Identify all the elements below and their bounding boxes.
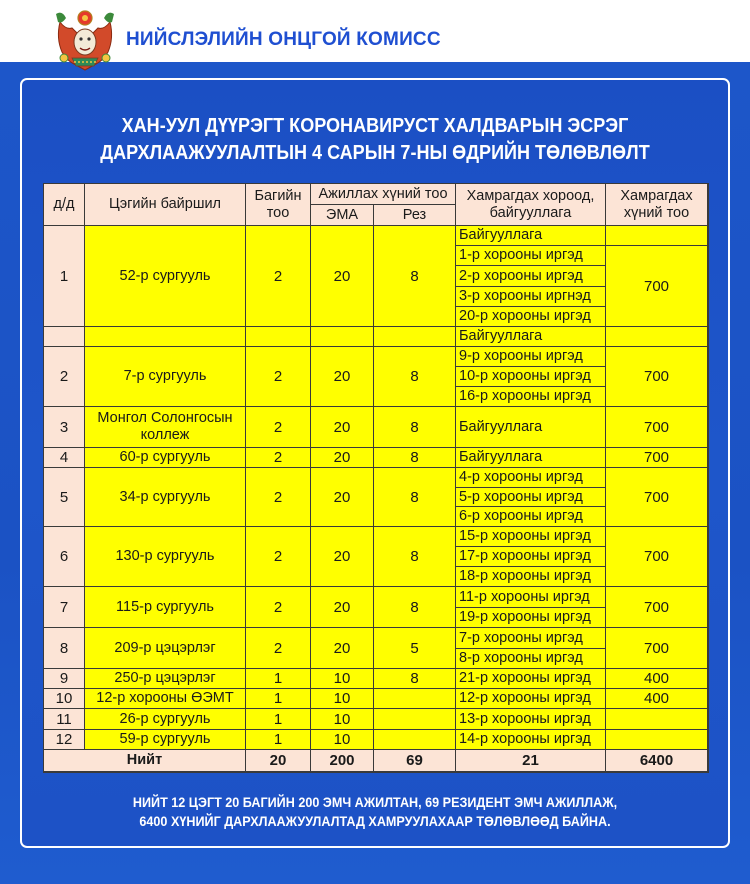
summary-line-2: 6400 ХҮНИЙГ ДАРХЛААЖУУЛАЛТАД ХАМРУУЛАХААР ТӨЛӨВЛӨӨД БАЙНА.: [139, 813, 611, 829]
title-line-2: ДАРХЛААЖУУЛАЛТЫН 4 САРЫН 7-НЫ ӨДРИЙН ТӨЛӨВЛӨЛТ: [100, 141, 650, 164]
row-location-line2: коллеж: [140, 427, 190, 443]
header-staff-group: Ажиллах хүний тоо: [311, 184, 456, 205]
header-ema: ЭМА: [311, 205, 374, 226]
row-ema: 20: [311, 448, 374, 468]
row-res: [374, 689, 456, 709]
row-ema: 10: [311, 730, 374, 750]
total-teams: 20: [246, 750, 311, 772]
header-coverage: [456, 184, 606, 226]
row-location: 130-р сургууль: [85, 527, 246, 587]
coverage-item: 18-р хорооны иргэд: [456, 567, 606, 587]
row-number: 11: [44, 709, 85, 730]
row-people: 700: [606, 448, 708, 468]
row-people-spacer: [606, 226, 708, 246]
row-people: 700: [606, 468, 708, 527]
row-people: 400: [606, 669, 708, 689]
row-teams: 2: [246, 468, 311, 527]
coverage-item: 15-р хорооны иргэд: [456, 527, 606, 547]
row-teams: 1: [246, 689, 311, 709]
header-people: [606, 184, 708, 226]
header-people-line2: хүний тоо: [623, 204, 690, 221]
row-location: 250-р цэцэрлэг: [85, 669, 246, 689]
row-teams: 2: [246, 628, 311, 669]
coverage-item: 10-р хорооны иргэд: [456, 367, 606, 387]
row-people-spacer: [606, 327, 708, 347]
row-number: 7: [44, 587, 85, 628]
coverage-item: 19-р хорооны иргэд: [456, 608, 606, 628]
total-coverage: 21: [456, 750, 606, 772]
row-ema: 20: [311, 527, 374, 587]
coverage-item: 17-р хорооны иргэд: [456, 547, 606, 567]
row-res: 8: [374, 347, 456, 407]
row-number: 4: [44, 448, 85, 468]
row-location: 12-р хорооны ӨЭМТ: [85, 689, 246, 709]
coverage-item: 6-р хорооны иргэд: [456, 507, 606, 527]
row-spacer-teams: [246, 327, 311, 347]
summary-line-1: НИЙТ 12 ЦЭГТ 20 БАГИЙН 200 ЭМЧ АЖИЛТАН, 69 РЕЗИДЕНТ ЭМЧ АЖИЛЛАЖ,: [132, 794, 618, 810]
row-ema: 10: [311, 689, 374, 709]
row-location: 59-р сургууль: [85, 730, 246, 750]
document-title: [45, 112, 705, 166]
row-ema: 20: [311, 347, 374, 407]
organization-name: НИЙСЛЭЛИЙН ОНЦГОЙ КОМИСС: [126, 29, 441, 50]
coverage-item: 4-р хорооны иргэд: [456, 468, 606, 488]
header-res: Рез: [374, 205, 456, 226]
row-location: 7-р сургууль: [85, 347, 246, 407]
row-number: 2: [44, 347, 85, 407]
coverage-item: 1-р хорооны иргэд: [456, 246, 606, 266]
header-teams: [246, 184, 311, 226]
row-ema: 20: [311, 468, 374, 527]
row-ema: 10: [311, 669, 374, 689]
vaccination-schedule-table: [44, 184, 708, 772]
row-people: 700: [606, 628, 708, 669]
row-people: [606, 709, 708, 730]
row-ema: 20: [311, 628, 374, 669]
total-label: Нийт: [44, 750, 246, 772]
row-ema: 20: [311, 407, 374, 448]
coverage-item: Байгууллага: [456, 327, 606, 347]
total-ema: 200: [311, 750, 374, 772]
row-ema: 10: [311, 709, 374, 730]
coverage-item: 20-р хорооны иргэд: [456, 307, 606, 327]
coverage-item: 9-р хорооны иргэд: [456, 347, 606, 367]
row-location: 115-р сургууль: [85, 587, 246, 628]
coverage-item: 7-р хорооны иргэд: [456, 628, 606, 649]
coverage-item: 13-р хорооны иргэд: [456, 709, 606, 730]
header-teams-line2: тоо: [266, 204, 290, 221]
header-coverage-line1: Хамрагдах хороод,: [466, 187, 595, 204]
header-teams-line1: Багийн: [254, 187, 302, 204]
row-teams: 2: [246, 407, 311, 448]
row-res: 8: [374, 669, 456, 689]
row-res: 8: [374, 448, 456, 468]
coverage-item: 14-р хорооны иргэд: [456, 730, 606, 750]
row-people: 700: [606, 246, 708, 327]
row-spacer-no: [44, 327, 85, 347]
row-location: [85, 407, 246, 448]
header-no: д/д: [44, 184, 85, 226]
coverage-item: 2-р хорооны иргэд: [456, 266, 606, 287]
row-people: 700: [606, 347, 708, 407]
row-ema: 20: [311, 587, 374, 628]
row-people: 700: [606, 527, 708, 587]
row-res: 8: [374, 468, 456, 527]
row-people: [606, 730, 708, 750]
row-teams: 1: [246, 730, 311, 750]
coverage-item: 16-р хорооны иргэд: [456, 387, 606, 407]
row-number: 5: [44, 468, 85, 527]
title-line-1: ХАН-УУЛ ДҮҮРЭГТ КОРОНАВИРУСТ ХАЛДВАРЫН ЭСРЭГ: [121, 114, 629, 137]
coverage-item: 5-р хорооны иргэд: [456, 488, 606, 507]
row-number: 1: [44, 226, 85, 327]
header-people-line1: Хамрагдах: [620, 187, 693, 204]
row-res: [374, 730, 456, 750]
row-number: 6: [44, 527, 85, 587]
row-teams: 2: [246, 448, 311, 468]
coverage-item: 21-р хорооны иргэд: [456, 669, 606, 689]
coverage-item: 12-р хорооны иргэд: [456, 689, 606, 709]
coverage-item: 8-р хорооны иргэд: [456, 649, 606, 669]
row-teams: 2: [246, 587, 311, 628]
row-teams: 2: [246, 226, 311, 327]
coverage-item: 3-р хорооны иргнэд: [456, 287, 606, 307]
row-number: 3: [44, 407, 85, 448]
row-res: 8: [374, 587, 456, 628]
row-location: 34-р сургууль: [85, 468, 246, 527]
header-coverage-line2: байгууллага: [489, 204, 572, 221]
row-number: 9: [44, 669, 85, 689]
row-spacer-location: [85, 327, 246, 347]
coverage-item: Байгууллага: [456, 226, 606, 246]
coverage-item: 11-р хорооны иргэд: [456, 587, 606, 608]
row-res: 8: [374, 407, 456, 448]
row-res: 8: [374, 527, 456, 587]
row-location: 60-р сургууль: [85, 448, 246, 468]
row-spacer-ema: [311, 327, 374, 347]
summary-text: [38, 793, 713, 831]
row-number: 8: [44, 628, 85, 669]
row-people: 700: [606, 587, 708, 628]
row-people: 700: [606, 407, 708, 448]
coverage-item: Байгууллага: [456, 448, 606, 468]
row-res: 8: [374, 226, 456, 327]
row-location: 209-р цэцэрлэг: [85, 628, 246, 669]
coverage-item: Байгууллага: [456, 407, 606, 448]
row-location-line1: Монгол Солонгосын: [97, 410, 233, 426]
row-teams: 2: [246, 347, 311, 407]
total-res: 69: [374, 750, 456, 772]
row-teams: 2: [246, 527, 311, 587]
row-teams: 1: [246, 669, 311, 689]
coat-of-arms-icon: [52, 8, 118, 74]
row-number: 10: [44, 689, 85, 709]
row-teams: 1: [246, 709, 311, 730]
row-location: 52-р сургууль: [85, 226, 246, 327]
row-res: 5: [374, 628, 456, 669]
row-location: 26-р сургууль: [85, 709, 246, 730]
row-people: 400: [606, 689, 708, 709]
row-res: [374, 709, 456, 730]
total-people: 6400: [606, 750, 708, 772]
row-number: 12: [44, 730, 85, 750]
header-location: Цэгийн байршил: [85, 184, 246, 226]
row-ema: 20: [311, 226, 374, 327]
row-spacer-res: [374, 327, 456, 347]
